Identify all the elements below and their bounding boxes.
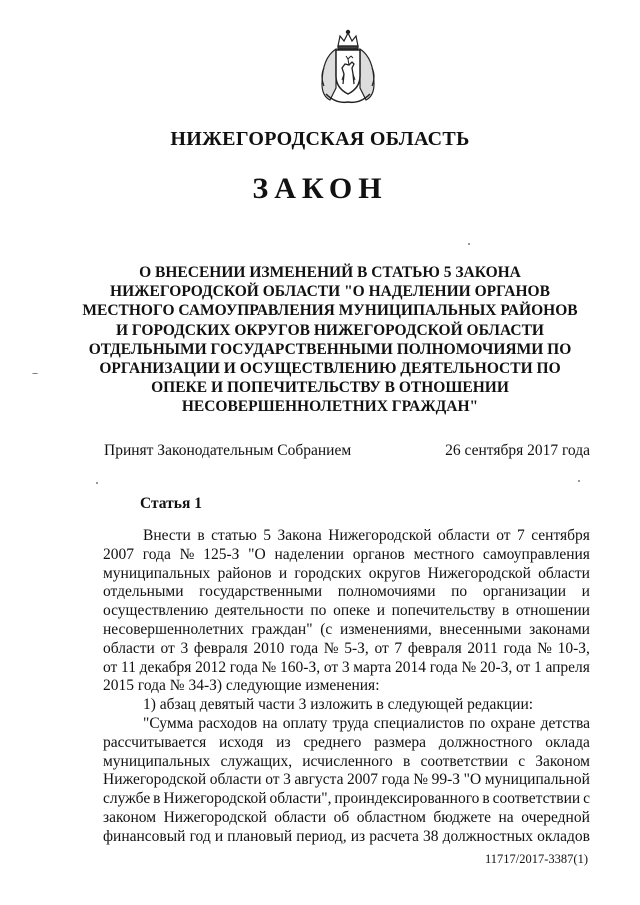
body-line [103,771,590,790]
body-line [103,640,590,659]
word: внесенными [439,620,522,638]
word: Закона [277,527,322,544]
word: 1 [533,658,542,676]
word: "О [248,545,266,563]
body-line [103,565,590,584]
word: от [265,771,280,789]
word: 5 [263,527,272,544]
word: области [437,527,490,544]
word: 2014 [394,658,426,676]
word: наделении [274,545,344,563]
word: № [179,545,195,563]
word: специалистов [373,714,465,732]
body-line [103,621,590,640]
word: охране [490,714,536,732]
word: муниципальных [103,564,211,582]
word: Законом [535,752,590,770]
adoption-date: 26 сентября 2017 года [445,442,590,459]
word: 2010 [253,639,285,657]
word: местного [413,545,475,563]
word: должностного [438,733,533,751]
word: муниципальных [103,752,211,770]
word: Нижегородской [427,564,531,582]
word: 3 [283,771,291,789]
word: бюджете [433,808,491,826]
adopted-by: Принят Законодательным Собранием [104,442,352,459]
word: с [583,790,590,808]
word: государственными [199,583,323,601]
word: попечительству [391,602,496,620]
word: года [381,771,410,789]
law-title-line: ОТДЕЛЬНЫМИ ГОСУДАРСТВЕННЫМИ ПОЛНОМОЧИЯМИ ПО [88,340,572,358]
word: расходов [198,714,258,732]
word: 125-З [203,545,240,563]
scan-speck [96,482,98,484]
word: 10-З, [557,639,590,657]
article-heading: Статья 1 [140,495,202,512]
body-line [103,734,590,753]
body-line: 2015 года № 34-З) следующие изменения: [103,677,380,695]
word: (с [320,620,333,638]
word: по [310,602,327,620]
word: на [498,808,514,826]
word: год [189,827,211,845]
word: самоуправления [482,545,590,563]
document-number: 11717/2017-3387(1) [485,852,588,866]
word: граждан" [251,620,313,638]
word: года [503,639,532,657]
law-title-line: И ГОРОДСКИХ ОКРУГОВ НИЖЕГОРОДСКОЙ ОБЛАСТИ [116,321,544,339]
word: области [103,639,155,657]
word: Нижегородской [103,771,207,789]
word: области", [269,790,332,808]
word: от [323,658,339,676]
word: рассчитывается [103,733,207,751]
word: в [402,752,411,770]
body-line [103,527,590,546]
word: марта [353,658,392,676]
law-title-line: МЕСТНОГО САМОУПРАВЛЕНИЯ МУНИЦИПАЛЬНЫХ РАЙОНОВ [82,302,578,320]
word: 2012 [195,658,227,676]
word: городских [294,564,362,582]
scan-speck [578,480,580,482]
word: № [323,639,339,657]
word: области [209,771,262,789]
word: очередной [521,808,590,826]
word: от [496,527,511,544]
word: плановый [227,827,293,845]
body-line: 1) абзац девятый части 3 изложить в следующей редакции: [143,696,534,714]
scan-speck [32,373,38,374]
region-name: НИЖЕГОРОДСКАЯ ОБЛАСТЬ [170,128,470,150]
word: № [461,658,477,676]
word: по [451,583,468,601]
word: 3 [341,658,350,676]
word: должностных [442,827,534,845]
word: года [142,545,171,563]
body-line [103,602,590,621]
word: "О [463,771,482,789]
word: от [374,639,389,657]
word: период, [296,827,347,845]
word: органов [352,545,405,563]
law-title-line: НЕСОВЕРШЕННОЛЕТНИХ ГРАЖДАН" [181,398,479,416]
word: 7 [394,639,403,657]
word: 11 [121,658,136,676]
word: опеке [333,602,371,620]
word: районов [217,564,272,582]
word: 2011 [467,639,498,657]
word: Нижегородской [163,790,267,808]
body-line [103,546,590,565]
word: осуществлению [103,602,209,620]
word: декабря [139,658,192,676]
word: Нижегородской [163,808,267,826]
word: службе [103,790,151,808]
word: в [482,790,490,808]
word: отдельными [103,583,184,601]
word: изменениями, [340,620,432,638]
word: соответствии [492,790,581,808]
word: об [333,808,350,826]
body-line [103,828,590,847]
article-body [103,527,590,847]
word: сентября [531,527,590,544]
word: оклада [545,733,590,751]
law-title [80,263,580,417]
word: 38 [423,827,439,845]
word: из [350,827,366,845]
word: статью [211,527,257,544]
word: февраля [407,639,462,657]
word: областном [356,808,426,826]
word: размера [374,733,427,751]
word: расчета [369,827,419,845]
law-title-line: О ВНЕСЕНИИ ИЗМЕНЕНИЙ В СТАТЬЮ 5 ЗАКОНА [139,264,521,281]
word: организации [482,583,567,601]
word: 5-З, [344,639,369,657]
word: 2007 [103,545,134,563]
word: округов [368,564,421,582]
word: области [538,564,590,582]
word: области [274,808,327,826]
word: соответствии [420,752,509,770]
word: на [262,714,278,732]
law-title-line: НИЖЕГОРОДСКОЙ ОБЛАСТИ "О НАДЕЛЕНИИ ОРГАНОВ [110,283,550,301]
law-title-line: ОПЕКЕ И ПОПЕЧИТЕЛЬСТВУ В ОТНОШЕНИИ [151,379,509,397]
word: законами [529,620,590,638]
word: 3 [180,639,189,657]
word: труда [332,714,369,732]
body-line [103,790,590,809]
word: по [469,714,486,732]
law-title-line: ОРГАНИЗАЦИИ И ОСУЩЕСТВЛЕНИЮ ДЕЯТЕЛЬНОСТИ ПО [99,360,561,378]
word: законом [103,808,157,826]
word: в [153,790,161,808]
word: 7 [517,527,525,544]
word: февраля [193,639,248,657]
word: отношении [515,602,590,620]
word: проиндексированного [334,790,480,808]
word: деятельности [214,602,304,620]
word: августа [294,771,344,789]
word: финансовый [103,827,186,845]
body-line [103,753,590,772]
word: в [501,602,510,620]
word: 20-З, [479,658,513,676]
word: служащих, [220,752,293,770]
word: от [103,658,118,676]
word: окладов [537,827,590,845]
word: Нижегородской [328,527,432,544]
word: № [537,639,552,657]
body-line [103,809,590,828]
word: 99-З [431,771,461,789]
word: от [515,658,531,676]
word: с [518,752,526,770]
word: полномочиями [337,583,436,601]
scan-speck [468,243,470,245]
word: 2007 [347,771,379,789]
word: детства [540,714,590,732]
word: Внести [143,527,191,544]
coat-of-arms-icon [316,28,380,106]
word: № [413,771,429,789]
word: 160-З, [280,658,321,676]
word: несовершеннолетних [103,620,244,638]
word: от [160,639,175,657]
word: года [290,639,319,657]
word: из [276,733,291,751]
word: № [261,658,277,676]
word: среднего [303,733,362,751]
word: и [581,583,590,601]
word: апреля [545,658,590,676]
word: и [376,602,385,620]
word: муниципальной [484,771,590,789]
body-line [103,659,590,678]
word: и [278,564,288,582]
body-line [103,715,590,734]
word: года [229,658,258,676]
document-type: ЗАКОН [252,172,388,205]
word: "Сумма [143,714,194,732]
word: и [214,827,224,845]
word: исчисленного [302,752,393,770]
word: исходя [218,733,264,751]
word: в [197,527,205,544]
body-line [103,583,590,602]
word: года [429,658,458,676]
word: оплату [282,714,328,732]
